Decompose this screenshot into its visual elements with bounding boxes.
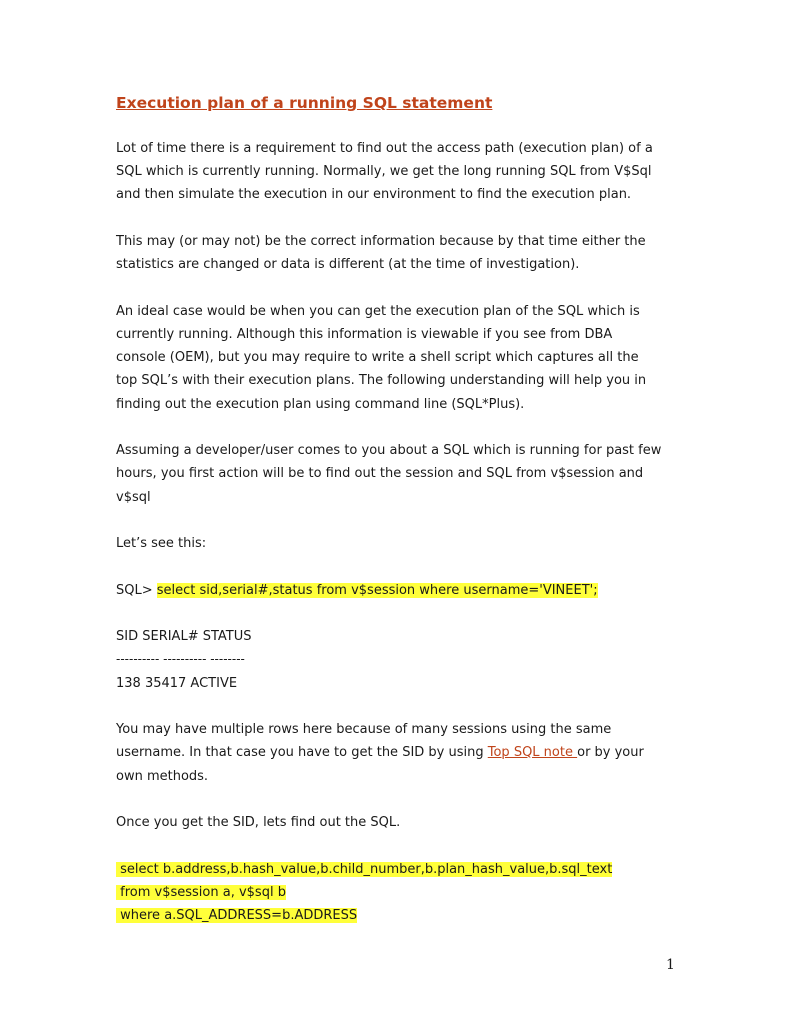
paragraph-line: SQL which is currently running. Normally, we get the long running SQL from V$Sql [116, 164, 652, 179]
page-title: Execution plan of a running SQL statement [116, 94, 493, 112]
sql-query-highlight: from v$session a, v$sql b [116, 885, 286, 900]
paragraph-text: or by your [577, 745, 644, 760]
paragraph-line: currently running. Although this information is viewable if you see from DBA [116, 327, 613, 342]
sql-query-highlight: where a.SQL_ADDRESS=b.ADDRESS [116, 908, 358, 923]
paragraph-line: An ideal case would be when you can get the execution plan of the SQL which is [116, 304, 640, 319]
page-number: 1 [666, 957, 675, 973]
sql-prompt: SQL> [116, 583, 157, 598]
paragraph-line: Lot of time there is a requirement to find out the access path (execution plan) of a [116, 141, 653, 156]
top-sql-note-link[interactable]: Top SQL note [487, 745, 578, 760]
paragraph-line: Let’s see this: [116, 536, 207, 551]
paragraph-line: This may (or may not) be the correct information because by that time either the [116, 234, 646, 249]
paragraph-text: username. In that case you have to get the SID by using [116, 745, 488, 760]
paragraph-line: own methods. [116, 769, 209, 784]
paragraph-line: hours, you first action will be to find out the session and SQL from v$session and [116, 466, 644, 481]
sql-query-line [116, 858, 612, 881]
paragraph-line: Once you get the SID, lets find out the SQL. [116, 815, 401, 830]
paragraph-line: v$sql [116, 490, 151, 505]
sql-command-line [116, 579, 598, 602]
result-row: 138 35417 ACTIVE [116, 676, 238, 691]
paragraph-line: statistics are changed or data is different (at the time of investigation). [116, 257, 580, 272]
paragraph-line: finding out the execution plan using command line (SQL*Plus). [116, 397, 525, 412]
paragraph-line: You may have multiple rows here because of many sessions using the same [116, 722, 612, 737]
result-header: SID SERIAL# STATUS [116, 629, 252, 644]
paragraph-line: Assuming a developer/user comes to you about a SQL which is running for past few [116, 443, 662, 458]
paragraph-line: and then simulate the execution in our environment to find the execution plan. [116, 187, 632, 202]
sql-query-line [116, 904, 357, 927]
paragraph-line: console (OEM), but you may require to write a shell script which captures all the [116, 350, 639, 365]
paragraph-line-with-link [116, 741, 644, 764]
paragraph-line: top SQL’s with their execution plans. The following understanding will help you in [116, 373, 647, 388]
result-divider: ---------- ---------- -------- [116, 652, 245, 666]
sql-query-highlight: select sid,serial#,status from v$session where username='VINEET'; [156, 583, 598, 598]
sql-query-highlight: select b.address,b.hash_value,b.child_number,b.plan_hash_value,b.sql_text [116, 862, 613, 877]
sql-query-line [116, 881, 286, 904]
